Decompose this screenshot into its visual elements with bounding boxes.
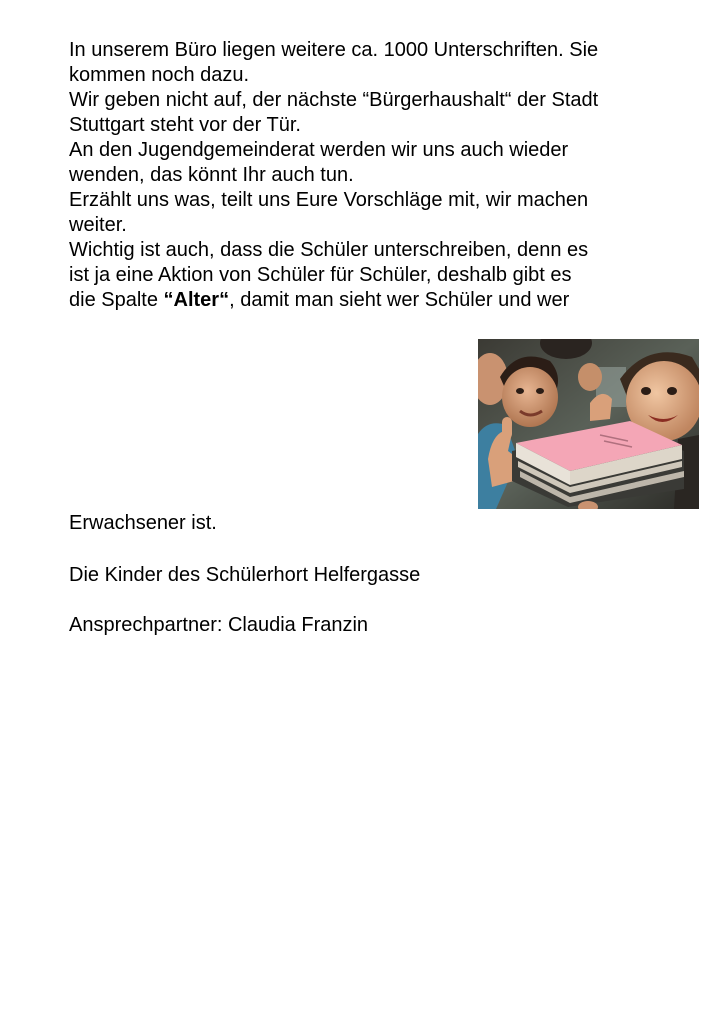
contact-line: Ansprechpartner: Claudia Franzin (69, 614, 369, 636)
text-line-7: Erzählt uns was, teilt uns Eure Vorschläge mit, wir machen (69, 189, 589, 211)
text-line-11-start: die Spalte (69, 289, 164, 311)
text-line-11-end: , damit man sieht wer Schüler und wer (229, 289, 570, 311)
text-line-3: Wir geben nicht auf, der nächste “Bürgerhaushalt“ der Stadt (69, 89, 599, 111)
signature-line: Die Kinder des Schülerhort Helfergasse (69, 564, 421, 586)
alter-column-label: “Alter“ (163, 289, 230, 311)
children-photo (478, 339, 699, 509)
text-line-10: ist ja eine Aktion von Schüler für Schüler, deshalb gibt es (69, 264, 572, 286)
text-line-8: weiter. (69, 214, 127, 236)
text-line-9: Wichtig ist auch, dass die Schüler unterschreiben, denn es (69, 239, 589, 261)
text-line-2: kommen noch dazu. (69, 64, 250, 86)
text-line-4: Stuttgart steht vor der Tür. (69, 114, 301, 136)
continuation-line: Erwachsener ist. (69, 512, 217, 534)
body-text (69, 38, 669, 313)
text-line-1: In unserem Büro liegen weitere ca. 1000 Unterschriften. Sie (69, 39, 599, 61)
text-line-6: wenden, das könnt Ihr auch tun. (69, 164, 354, 186)
text-line-5: An den Jugendgemeinderat werden wir uns auch wieder (69, 139, 569, 161)
text-line-11 (69, 288, 669, 313)
